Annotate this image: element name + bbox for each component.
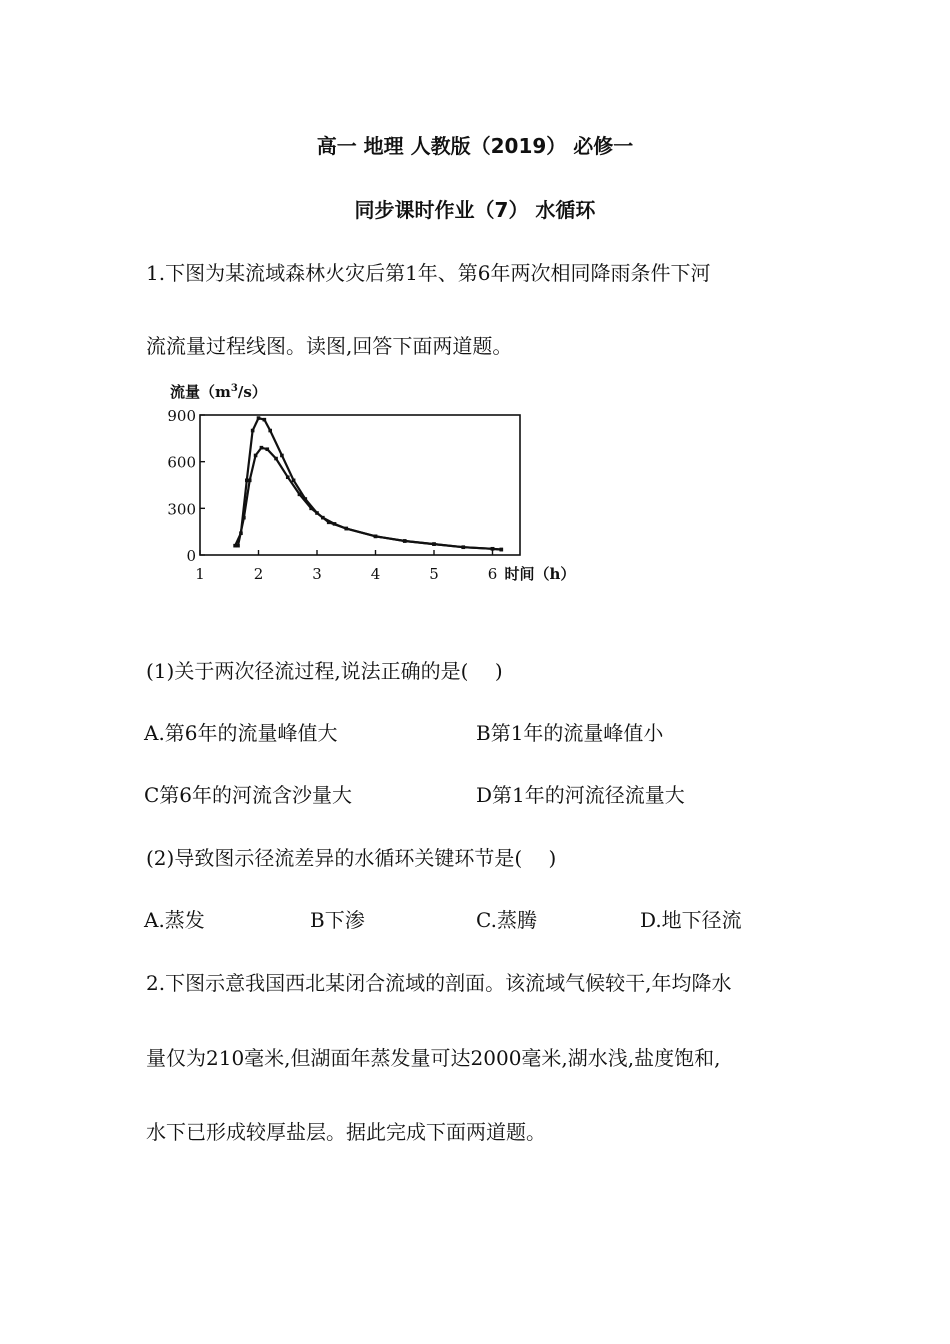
data-point xyxy=(333,522,337,526)
streamflow-chart xyxy=(160,376,590,591)
data-point xyxy=(286,475,290,479)
data-point xyxy=(499,548,503,552)
data-point xyxy=(461,545,465,549)
document-title: 高一 地理 人教版（2019） 必修一 xyxy=(316,134,634,158)
q1-intro-line2: 流流量过程线图。读图,回答下面两道题。 xyxy=(146,334,513,358)
q1-sub1-option-d: D第1年的河流径流量大 xyxy=(476,783,685,807)
x-tick-label: 6 xyxy=(487,565,498,583)
y-tick-label: 600 xyxy=(167,453,196,472)
q1-intro-line1: 1.下图为某流域森林火灾后第1年、第6年两次相同降雨条件下河 xyxy=(146,261,711,285)
data-point xyxy=(260,446,264,450)
q1-sub1-option-b: B第1年的流量峰值小 xyxy=(476,721,664,745)
q1-sub1-stem: (1)关于两次径流过程,说法正确的是( ) xyxy=(146,659,503,683)
q1-sub2-option-b: B下渗 xyxy=(310,908,365,932)
q2-line3: 水下已形成较厚盐层。据此完成下面两道题。 xyxy=(146,1120,546,1144)
y-tick-label: 900 xyxy=(167,407,196,425)
data-point xyxy=(268,429,272,433)
data-point xyxy=(374,535,378,539)
data-point xyxy=(292,479,296,483)
q1-sub1-option-a: A.第6年的流量峰值大 xyxy=(144,721,338,745)
data-point xyxy=(321,516,325,520)
x-tick-label: 2 xyxy=(253,565,264,583)
q1-sub2-option-d: D.地下径流 xyxy=(640,908,742,932)
y-tick-label: 300 xyxy=(167,500,196,519)
q1-sub2-option-c: C.蒸腾 xyxy=(476,908,537,932)
q1-sub2-option-a: A.蒸发 xyxy=(144,908,205,932)
y-tick-label: 0 xyxy=(186,547,196,565)
data-point xyxy=(280,454,284,458)
data-point xyxy=(432,542,436,546)
data-point xyxy=(257,416,261,420)
q1-sub2-stem: (2)导致图示径流差异的水循环关键环节是( ) xyxy=(146,846,557,870)
data-point xyxy=(263,418,267,422)
q1-sub1-option-c: C第6年的河流含沙量大 xyxy=(144,783,353,807)
series-line-2 xyxy=(238,448,501,550)
data-point xyxy=(344,527,348,531)
series-line-1 xyxy=(235,418,501,549)
data-point xyxy=(491,547,495,551)
x-tick-label: 4 xyxy=(370,565,381,583)
x-tick-label: 5 xyxy=(429,565,439,583)
data-point xyxy=(265,447,269,451)
data-point xyxy=(248,479,252,483)
x-tick-label: 3 xyxy=(312,565,322,583)
data-point xyxy=(242,516,246,520)
data-point xyxy=(403,539,407,543)
q2-line1: 2.下图示意我国西北某闭合流域的剖面。该流域气候较干,年均降水 xyxy=(146,971,732,995)
data-point xyxy=(274,457,278,461)
y-axis-label: 流量$(m^3/s)$ xyxy=(170,383,267,401)
data-point xyxy=(236,544,240,548)
x-axis-label: 时间（h） xyxy=(504,565,576,583)
x-tick-label: 1 xyxy=(195,565,205,583)
data-point xyxy=(251,429,255,433)
document-subtitle: 同步课时作业（7） 水循环 xyxy=(354,198,596,222)
data-point xyxy=(298,493,302,497)
data-point xyxy=(254,454,258,458)
data-point xyxy=(309,507,313,511)
q2-line2: 量仅为210毫米,但湖面年蒸发量可达2000毫米,湖水浅,盐度饱和, xyxy=(146,1046,721,1070)
